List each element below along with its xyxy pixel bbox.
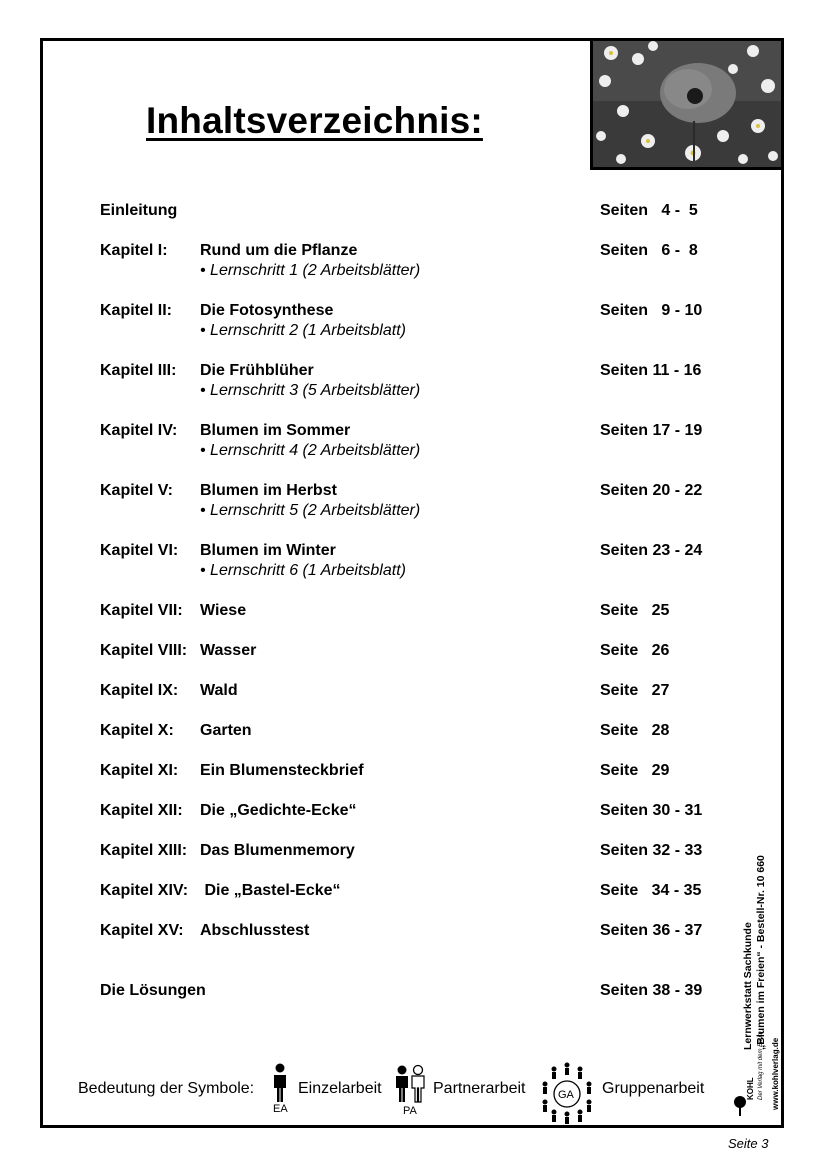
toc-entry-pages: Seiten 32 - 33 xyxy=(600,842,703,859)
toc-entry-label: Kapitel V: xyxy=(100,482,173,499)
toc-entry-pages: Seite 34 - 35 xyxy=(600,882,702,899)
toc-entry-pages: Seiten 23 - 24 xyxy=(600,542,703,559)
toc-entry-title: Blumen im Herbst xyxy=(200,482,337,499)
toc-entry-pages: Seiten 20 - 22 xyxy=(600,482,703,499)
toc-entry-pages: Seite 25 xyxy=(600,602,670,619)
single-person-icon xyxy=(270,1062,290,1104)
pa-label: PA xyxy=(403,1105,417,1117)
toc-entry-title: Wald xyxy=(200,682,238,699)
toc-entry-pages: Seite 29 xyxy=(600,762,670,779)
toc-entry-subtitle: • Lernschritt 3 (5 Arbeitsblätter) xyxy=(200,382,421,399)
toc-entry-pages: Seiten 17 - 19 xyxy=(600,422,703,439)
toc-entry-title: Die Fotosynthese xyxy=(200,302,334,319)
toc-entry-label: Kapitel I: xyxy=(100,242,168,259)
legend-gruppenarbeit: Gruppenarbeit xyxy=(602,1080,705,1097)
toc-entry-title: Das Blumenmemory xyxy=(200,842,355,859)
toc-entry-label: Kapitel IV: xyxy=(100,422,178,439)
toc-entry-pages: Seiten 38 - 39 xyxy=(600,982,703,999)
toc-entry-title: Wiese xyxy=(200,602,247,619)
toc-entry-title: Die „Gedichte-Ecke“ xyxy=(200,802,357,819)
two-persons-icon xyxy=(394,1064,426,1104)
toc-entry-subtitle: • Lernschritt 5 (2 Arbeitsblätter) xyxy=(200,502,421,519)
page-title: Inhaltsverzeichnis: xyxy=(146,100,483,141)
publisher-url: www.kohlverlag.de xyxy=(771,1037,780,1110)
toc-entry-label: Kapitel XII: xyxy=(100,802,183,819)
toc-entry-title: Rund um die Pflanze xyxy=(200,242,358,259)
flower-image xyxy=(593,41,781,167)
sidebar-line1: Lernwerkstatt Sachkunde xyxy=(742,922,754,1050)
toc-entry-title: Blumen im Sommer xyxy=(200,422,351,439)
toc-entry-title: Abschlusstest xyxy=(200,922,310,939)
toc-entry-subtitle: • Lernschritt 2 (1 Arbeitsblatt) xyxy=(200,322,406,339)
toc-entry-label: Kapitel XIII: xyxy=(100,842,188,859)
page-number: Seite 3 xyxy=(728,1136,769,1151)
toc-entry-label: Kapitel X: xyxy=(100,722,174,739)
ea-label: EA xyxy=(273,1103,288,1115)
toc-entry-pages: Seiten 11 - 16 xyxy=(600,362,702,379)
toc-entry-pages: Seite 28 xyxy=(600,722,670,739)
legend-intro: Bedeutung der Symbole: xyxy=(78,1080,255,1097)
toc-entry-pages: Seite 26 xyxy=(600,642,670,659)
toc-entry-title: Garten xyxy=(200,722,252,739)
toc-entry-label: Einleitung xyxy=(100,202,178,219)
toc-entry-title: Blumen im Winter xyxy=(200,542,336,559)
toc-entry-label: Kapitel VII: xyxy=(100,602,183,619)
publisher-tag: Der Verlag mit dem Baum xyxy=(758,1031,764,1100)
toc-entry-label: Die Lösungen xyxy=(100,982,206,999)
toc-entry-pages: Seiten 30 - 31 xyxy=(600,802,703,819)
toc-entry-label: Kapitel XI: xyxy=(100,762,179,779)
legend-einzelarbeit: Einzelarbeit xyxy=(298,1080,382,1097)
toc-entry-label: Kapitel VI: xyxy=(100,542,179,559)
toc-entry-label: Kapitel VIII: xyxy=(100,642,188,659)
toc-entry-pages: Seiten 9 - 10 xyxy=(600,302,703,319)
toc-entry-title: Wasser xyxy=(200,642,257,659)
toc-entry-title: Die Frühblüher xyxy=(200,362,314,379)
toc-entry-label: Kapitel XV: xyxy=(100,922,184,939)
sidebar-line2: „Blumen im Freien“ - Bestell-Nr. 10 660 xyxy=(755,855,767,1050)
poppy-photo xyxy=(590,38,784,170)
toc-entry-title: Die „Bastel-Ecke“ xyxy=(200,882,341,899)
toc-entry-pages: Seiten 36 - 37 xyxy=(600,922,703,939)
sidebar-series xyxy=(742,855,768,1050)
publisher-name: KOHL xyxy=(746,1077,755,1100)
toc-entry-subtitle: • Lernschritt 4 (2 Arbeitsblätter) xyxy=(200,442,421,459)
toc-entry-subtitle: • Lernschritt 1 (2 Arbeitsblätter) xyxy=(200,262,421,279)
toc-entry-subtitle: • Lernschritt 6 (1 Arbeitsblatt) xyxy=(200,562,406,579)
toc-entry-pages: Seite 27 xyxy=(600,682,670,699)
toc-entry-label: Kapitel II: xyxy=(100,302,173,319)
toc-entry-pages: Seiten 6 - 8 xyxy=(600,242,698,259)
toc-entry-title: Ein Blumensteckbrief xyxy=(200,762,364,779)
toc-entry-label: Kapitel III: xyxy=(100,362,177,379)
ga-label: GA xyxy=(558,1089,574,1101)
legend-partnerarbeit: Partnerarbeit xyxy=(433,1080,526,1097)
toc-entry-pages: Seiten 4 - 5 xyxy=(600,202,698,219)
toc-entry-label: Kapitel XIV: xyxy=(100,882,189,899)
toc-entry-label: Kapitel IX: xyxy=(100,682,179,699)
